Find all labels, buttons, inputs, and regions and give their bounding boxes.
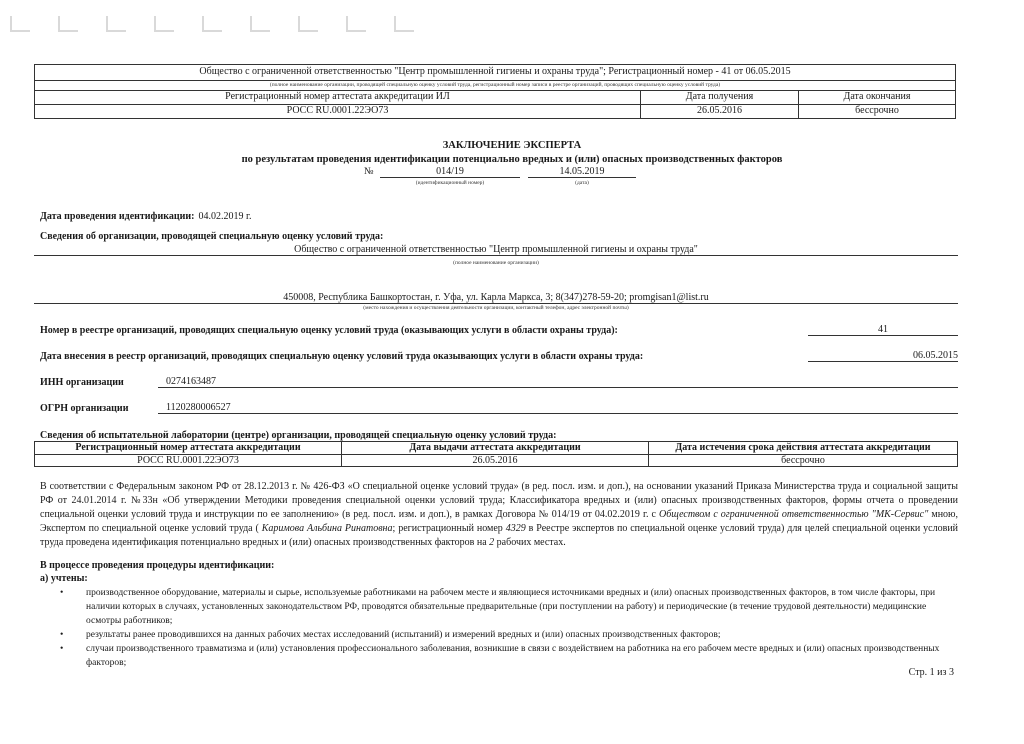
conclusion-date: 14.05.2019 [528, 166, 636, 178]
scan-mark [394, 16, 414, 32]
scan-mark [346, 16, 366, 32]
accreditation-number-value: РОСС RU.0001.22ЭО73 [35, 105, 641, 119]
list-item [60, 586, 958, 628]
inn-label: ИНН организации [40, 377, 124, 388]
org-name: Общество с ограниченной ответственностью "Центр промышленной гигиены и охраны труда" [34, 244, 958, 256]
list-item-text: случаи производственного травматизма и (или) установления профессионального заболевания, возникшие в связи с воздействием на работника на его рабочем месте вредных и (или) опасных производственных факторов; [86, 644, 940, 668]
bullet-icon: • [60, 630, 64, 640]
org-caption: (полное наименование организации, проводящей специальную оценку условий труда, регистрационный номер записи в реестре организаций, проводящих специальную оценку условий труда) [35, 81, 956, 91]
scan-mark [106, 16, 126, 32]
ogrn-label: ОГРН организации [40, 403, 129, 414]
end-date-header: Дата окончания [799, 91, 956, 105]
expert-registry-number: 4329 [505, 523, 526, 534]
document-title: ЗАКЛЮЧЕНИЕ ЭКСПЕРТА [442, 140, 582, 151]
org-address: 450008, Республика Башкортостан, г. Уфа, ул. Карла Маркса, 3; 8(347)278-59-20; promgisan1@list.ru [34, 292, 958, 304]
scan-mark [58, 16, 78, 32]
scan-mark [202, 16, 222, 32]
ident-date-value: 04.02.2019 г. [198, 211, 252, 222]
page-number: Стр. 1 из 3 [908, 667, 954, 678]
ogrn-value: 1120280006527 [158, 402, 958, 414]
registry-date-value: 06.05.2015 [808, 350, 958, 362]
workplaces-count: 2 [489, 537, 495, 548]
scan-mark [10, 16, 30, 32]
bullet-icon: • [60, 588, 64, 598]
number-sign: № [364, 166, 374, 177]
list-item [60, 642, 958, 670]
bullet-icon: • [60, 644, 64, 654]
lab-header-number: Регистрационный номер аттестата аккредитации [35, 442, 342, 455]
list-item-text: производственное оборудование, материалы и сырье, используемые работниками на рабочем месте и являющиеся источниками вредных и (или) опасных производственных факторов, в том числе факторы, при наличии которых в случаях, установленных законодательством РФ, проводятся обязательные предварительные (при поступлении на работу) и периодические (в течение трудовой деятельности) медицинские осмотры работников; [86, 588, 936, 626]
ident-date-label: Дата проведения идентификации: [40, 211, 195, 222]
list-item-text: результаты ранее проводившихся на данных рабочих местах исследований (испытаний) и измерений вредных и (или) опасных производственных факторов; [86, 630, 721, 640]
expert-name: Каримова Альбина Ринатовна [261, 523, 393, 534]
org-name-caption: (полное наименование организации) [453, 260, 539, 266]
lab-header-expiry-date: Дата истечения срока действия аттестата аккредитации [649, 442, 958, 455]
client-organization: Обществом с ограниченной ответственностью "МК-Сервис" [659, 509, 929, 520]
basis-text-c: ; регистрационный номер [392, 523, 503, 534]
scan-mark [298, 16, 318, 32]
org-line: Общество с ограниченной ответственностью "Центр промышленной гигиены и охраны труда"; Регистрационный номер - 41 от 06.05.2015 [35, 65, 956, 81]
lab-table [34, 441, 958, 467]
basis-text-a: В соответствии с Федеральным законом РФ от 28.12.2013 г. № 426-ФЗ «О специальной оценке условий труда» (в ред. посл. изм. и доп.), на основании указаний Приказа Министерства труда и социальной защиты РФ от 24.01.2014 г. №33н «Об утверждении Методики проведения специальной оценки условий труда; Классификатора вредных и (или) опасных производственных факторов, формы отчета о проведении специальной оценки условий труда и инструкции по ее заполнению» (в ред. посл. изм. и доп.), в рамках Договора № 014/19 от 04.02.2019 г. с [40, 481, 958, 520]
scan-mark [250, 16, 270, 32]
basis-paragraph [40, 480, 958, 550]
lab-section-label: Сведения об испытательной лаборатории (центре) организации, проводящей специальную оценку условий труда: [40, 430, 557, 441]
scan-marks [0, 0, 1024, 40]
org-address-caption: (место нахождения и осуществления деятельности организации, контактный телефон, адрес электронной почты) [363, 305, 629, 311]
lab-value-expiry-date: бессрочно [649, 454, 958, 467]
considered-heading: а) учтены: [40, 573, 88, 584]
lab-header-issue-date: Дата выдачи аттестата аккредитации [342, 442, 649, 455]
received-date-header: Дата получения [641, 91, 799, 105]
inn-value: 0274163487 [158, 376, 958, 388]
ident-date-row [40, 206, 251, 224]
org-section-label: Сведения об организации, проводящей специальную оценку условий труда: [40, 231, 384, 242]
basis-text-b: мною, Экспертом по специальной оценке условий труда ( [40, 509, 959, 534]
considered-list [60, 586, 958, 670]
basis-text-d: в Реестре экспертов по специальной оценке условий труда) для целей специальной оценки условий труда проведена идентификация потенциально вредных и (или) опасных производственных факторов на [40, 523, 959, 548]
registry-date-label: Дата внесения в реестр организаций, проводящих специальную оценку условий труда оказывающих услуги в области охраны труда: [40, 351, 644, 362]
registry-number-label: Номер в реестре организаций, проводящих специальную оценку условий труда (оказывающих услуги в области охраны труда): [40, 325, 618, 336]
scan-mark [154, 16, 174, 32]
process-heading: В процессе проведения процедуры идентификации: [40, 560, 275, 571]
end-date-value: бессрочно [799, 105, 956, 119]
org-header-table [34, 64, 956, 119]
number-caption: (идентификационный номер) [415, 180, 485, 186]
basis-text-e: рабочих местах. [496, 537, 566, 548]
lab-value-issue-date: 26.05.2016 [342, 454, 649, 467]
list-item [60, 628, 958, 642]
document-subtitle: по результатам проведения идентификации потенциально вредных и (или) опасных производственных факторов [241, 154, 783, 165]
lab-value-number: РОСС RU.0001.22ЭО73 [35, 454, 342, 467]
accreditation-number-header: Регистрационный номер аттестата аккредитации ИЛ [35, 91, 641, 105]
registry-number-value: 41 [808, 324, 958, 336]
conclusion-number: 014/19 [380, 166, 520, 178]
received-date-value: 26.05.2016 [641, 105, 799, 119]
date-caption: (дата) [575, 180, 589, 186]
